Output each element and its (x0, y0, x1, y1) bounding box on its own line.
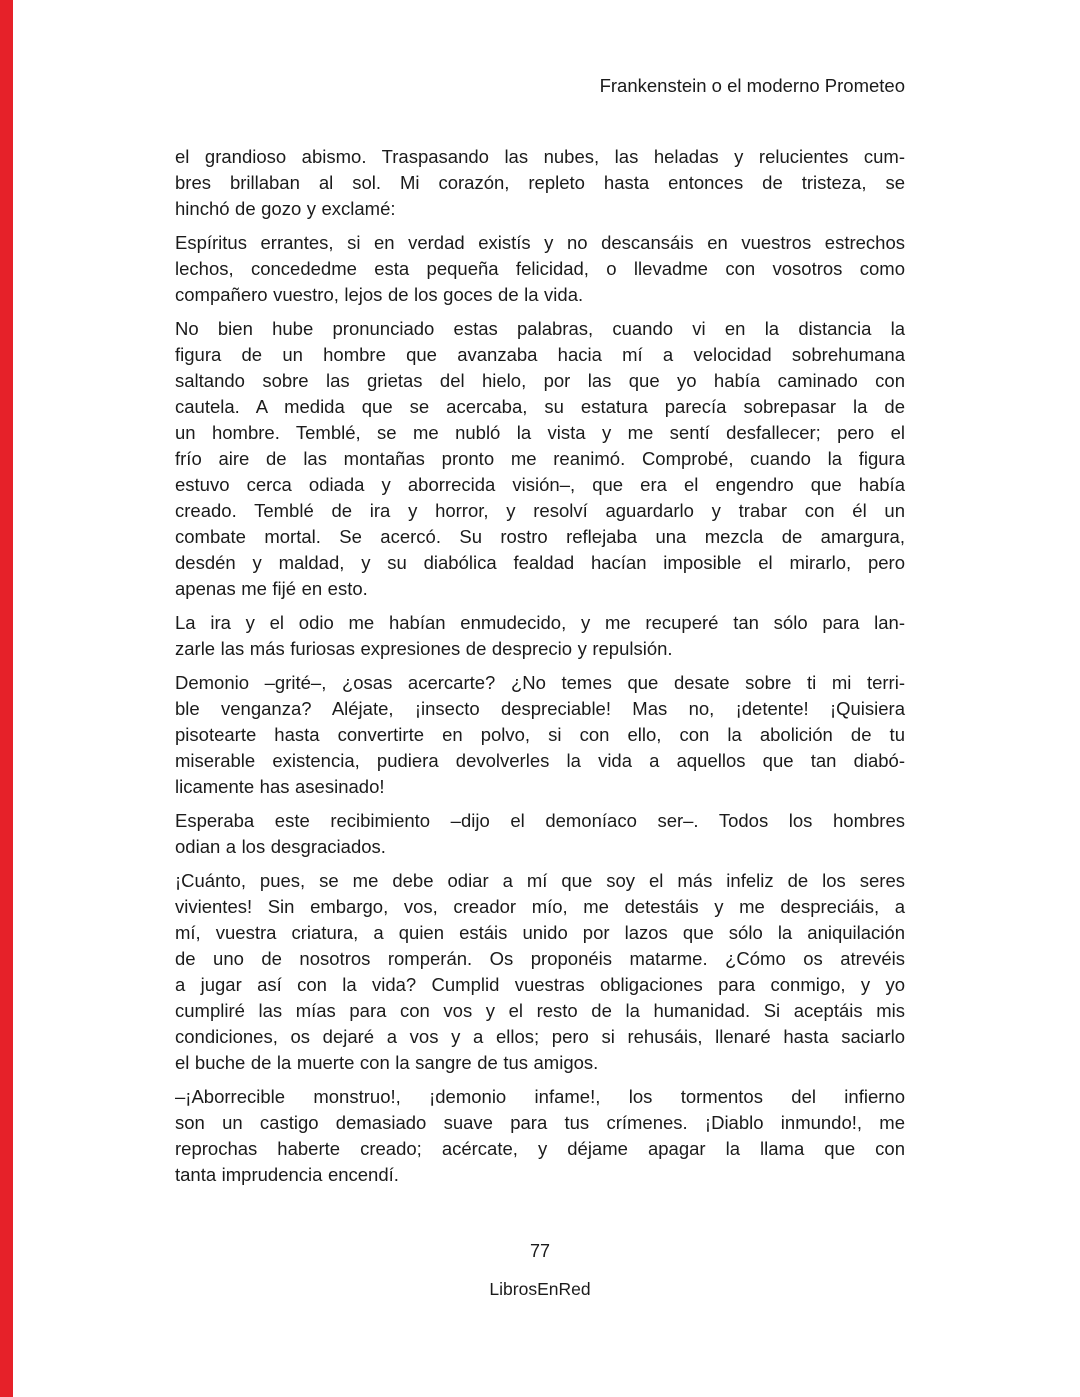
text-line: zarle las más furiosas expresiones de desprecio y repulsión. (175, 638, 673, 659)
text-line: condiciones, os dejaré a vos y a ellos; pero si rehusáis, llenaré hasta saciarlo (175, 1026, 905, 1047)
text-line: figura de un hombre que avanzaba hacia mí a velocidad sobrehumana (175, 344, 905, 365)
text-line: un hombre. Temblé, se me nubló la vista y me sentí desfallecer; pero el (175, 422, 905, 443)
paragraph (175, 1084, 905, 1188)
text-line: mí, vuestra criatura, a quien estáis unido por lazos que sólo la aniquilación (175, 922, 905, 943)
page-number: 77 (529, 1241, 551, 1261)
text-line: compañero vuestro, lejos de los goces de la vida. (175, 284, 584, 305)
paragraph (175, 868, 905, 1076)
text-line: ble venganza? Aléjate, ¡insecto despreciable! Mas no, ¡detente! ¡Quisiera (175, 698, 905, 719)
text-line: La ira y el odio me habían enmudecido, y me recuperé tan sólo para lan- (175, 612, 905, 633)
text-line: frío aire de las montañas pronto me reanimó. Comprobé, cuando la figura (175, 448, 905, 469)
running-header: Frankenstein o el moderno Prometeo (599, 75, 905, 96)
text-line: pisotearte hasta convertirte en polvo, si con ello, con la abolición de tu (175, 724, 905, 745)
text-line: creado. Temblé de ira y horror, y resolví aguardarlo y trabar con él un (175, 500, 905, 521)
text-line: el grandioso abismo. Traspasando las nubes, las heladas y relucientes cum- (175, 146, 905, 167)
text-line: apenas me fijé en esto. (175, 578, 368, 599)
text-line: hinchó de gozo y exclamé: (175, 198, 396, 219)
paragraph (175, 808, 905, 860)
text-line: Espíritus errantes, si en verdad existís y no descansáis en vuestros estrechos (175, 232, 905, 253)
text-line: ¡Cuánto, pues, se me debe odiar a mí que soy el más infeliz de los seres (175, 870, 905, 891)
text-line: tanta imprudencia encendí. (175, 1164, 399, 1185)
text-line: Esperaba este recibimiento –dijo el demoníaco ser–. Todos los hombres (175, 810, 905, 831)
text-line: cumpliré las mías para con vos y el resto de la humanidad. Si aceptáis mis (175, 1000, 905, 1021)
text-line: de uno de nosotros romperán. Os proponéis matarme. ¿Cómo os atrevéis (175, 948, 905, 969)
text-line: vivientes! Sin embargo, vos, creador mío, me detestáis y me despreciáis, a (175, 896, 905, 917)
paragraph (175, 610, 905, 662)
text-line: combate mortal. Se acercó. Su rostro reflejaba una mezcla de amargura, (175, 526, 905, 547)
text-line: Demonio –grité–, ¿osas acercarte? ¿No temes que desate sobre ti mi terri- (175, 672, 905, 693)
text-line: odian a los desgraciados. (175, 836, 386, 857)
text-line: licamente has asesinado! (175, 776, 385, 797)
paragraph (175, 230, 905, 308)
paragraph (175, 670, 905, 800)
text-line: el buche de la muerte con la sangre de tus amigos. (175, 1052, 599, 1073)
paragraph (175, 144, 905, 222)
text-line: cautela. A medida que se acercaba, su estatura parecía sobrepasar la de (175, 396, 905, 417)
text-column (175, 144, 905, 1196)
text-line: desdén y maldad, y su diabólica fealdad hacían imposible el mirarlo, pero (175, 552, 905, 573)
text-line: a jugar así con la vida? Cumplid vuestras obligaciones para conmigo, y yo (175, 974, 905, 995)
text-line: estuvo cerca odiada y aborrecida visión–, que era el engendro que había (175, 474, 905, 495)
text-line: son un castigo demasiado suave para tus crímenes. ¡Diablo inmundo!, me (175, 1112, 905, 1133)
text-line: saltando sobre las grietas del hielo, por las que yo había caminado con (175, 370, 905, 391)
paragraph (175, 316, 905, 602)
text-line: –¡Aborrecible monstruo!, ¡demonio infame!, los tormentos del infierno (175, 1086, 905, 1107)
text-line: No bien hube pronunciado estas palabras, cuando vi en la distancia la (175, 318, 905, 339)
text-line: miserable existencia, pudiera devolverles la vida a aquellos que tan diabó- (175, 750, 905, 771)
text-line: lechos, concededme esta pequeña felicidad, o llevadme con vosotros como (175, 258, 905, 279)
text-line: reprochas haberte creado; acércate, y déjame apagar la llama que con (175, 1138, 905, 1159)
text-line: bres brillaban al sol. Mi corazón, repleto hasta entonces de tristeza, se (175, 172, 905, 193)
left-edge-red-stripe (0, 0, 13, 1397)
publisher-imprint: LibrosEnRed (489, 1279, 591, 1299)
